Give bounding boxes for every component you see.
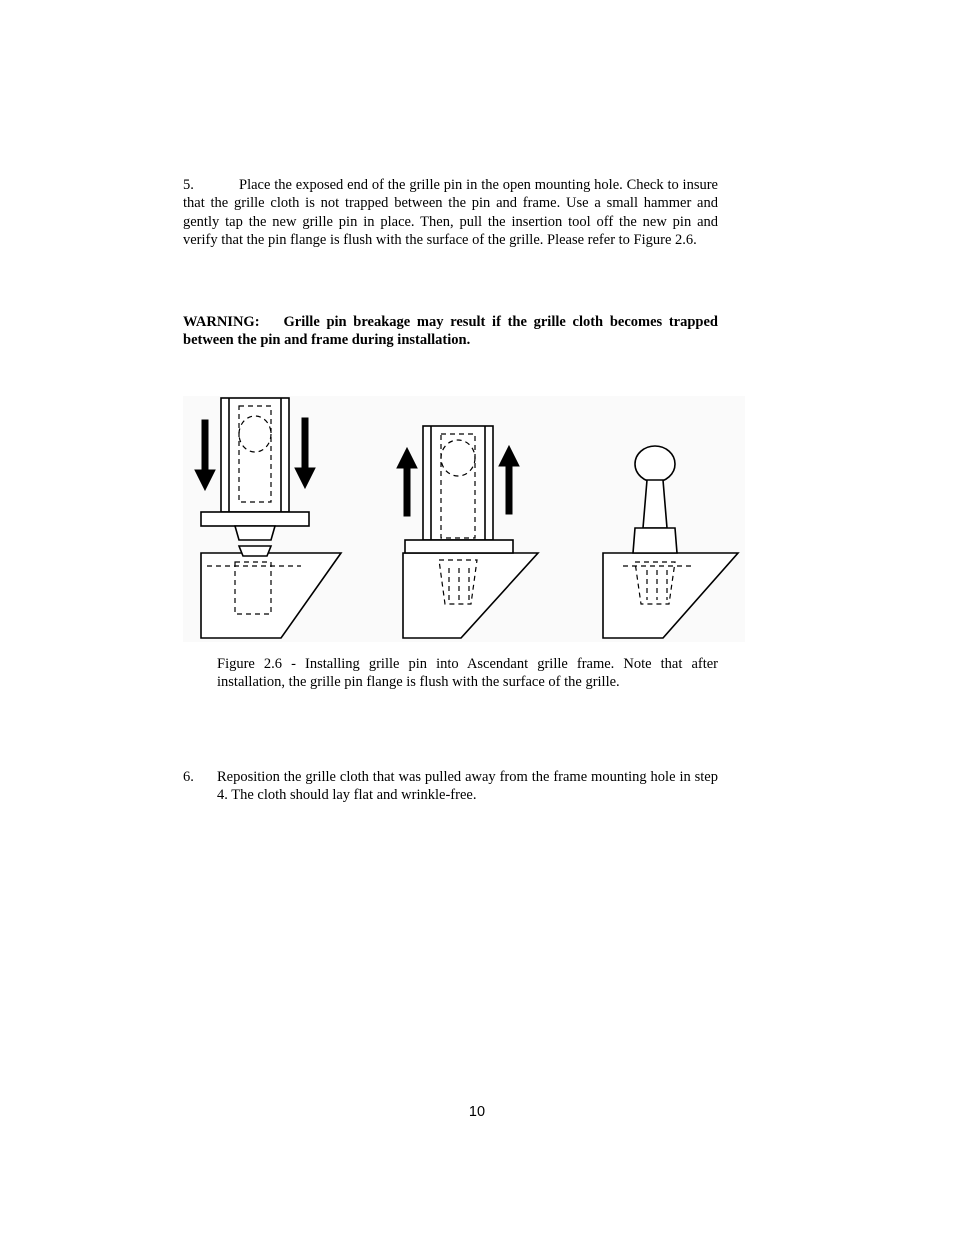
step-6-text: Reposition the grille cloth that was pulled away from the frame mounting hole in step 4. The cloth should lay flat and wrinkle-free. [217,769,740,804]
figure-2-6-illustration [183,396,745,642]
step-5-paragraph [183,176,718,249]
step-6-number: 6. [183,769,194,785]
warning-paragraph [183,313,718,350]
figure-caption: Figure 2.6 - Installing grille pin into Ascendant grille frame. Note that after installation, the grille pin flange is flush with the surface of the grille. [217,656,718,691]
step-5-text: Place the exposed end of the grille pin in the open mounting hole. Check to insure that the grille cloth is not trapped between the pin and frame. Use a small hammer and gently tap the new grille pin in place. Then, pull the insertion tool off the new pin and verify that the pin flange is flush with the surface of the grille. Please refer to Figure 2.6. [183,177,718,248]
warning-text: Grille pin breakage may result if the grille cloth becomes trapped between the pin and frame during installation. [183,314,718,349]
step-6-paragraph [183,768,740,805]
warning-label: WARNING: [183,314,260,330]
page-number: 10 [468,1104,486,1120]
step-5-number: 5. [183,177,194,193]
